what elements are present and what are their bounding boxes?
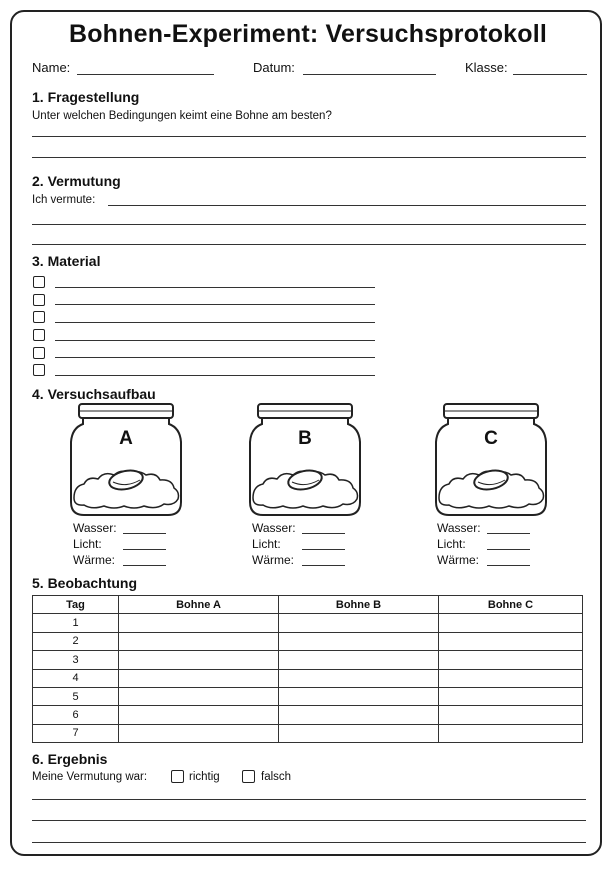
ergebnis-prompt: Meine Vermutung war:: [32, 771, 148, 783]
table-row: [33, 651, 583, 669]
section-vermutung-heading: 2. Vermutung: [32, 173, 121, 189]
observation-cell[interactable]: [279, 632, 439, 650]
material-line[interactable]: [55, 375, 375, 376]
checkbox-falsch[interactable]: [242, 770, 255, 783]
observation-cell[interactable]: [119, 687, 279, 705]
option-richtig-label: richtig: [189, 771, 220, 783]
answer-line[interactable]: [32, 244, 586, 245]
day-cell: 4: [33, 669, 119, 687]
day-cell: 2: [33, 632, 119, 650]
jar-b-illustration: [247, 402, 363, 520]
observation-cell[interactable]: [119, 724, 279, 742]
material-checkbox[interactable]: [33, 311, 45, 323]
klasse-label: Klasse:: [465, 60, 508, 75]
jar-c-licht-label: Licht:: [437, 537, 466, 551]
observation-cell[interactable]: [439, 687, 583, 705]
answer-line[interactable]: [108, 205, 586, 206]
column-header-tag: Tag: [33, 596, 119, 614]
observation-cell[interactable]: [439, 651, 583, 669]
answer-line[interactable]: [32, 136, 586, 137]
material-checkbox[interactable]: [33, 276, 45, 288]
answer-line[interactable]: [32, 842, 586, 843]
table-row: [33, 706, 583, 724]
vermutung-prompt: Ich vermute:: [32, 194, 96, 206]
material-line[interactable]: [55, 304, 375, 305]
observation-cell[interactable]: [439, 669, 583, 687]
observation-cell[interactable]: [279, 687, 439, 705]
jar-a-licht-line[interactable]: [123, 549, 166, 550]
observation-cell[interactable]: [119, 706, 279, 724]
material-line[interactable]: [55, 357, 375, 358]
section-versuchsaufbau-heading: 4. Versuchsaufbau: [32, 386, 156, 402]
day-cell: 3: [33, 651, 119, 669]
jar-a-wasser-label: Wasser:: [73, 521, 117, 535]
material-line[interactable]: [55, 340, 375, 341]
observation-cell[interactable]: [439, 724, 583, 742]
observation-cell[interactable]: [119, 669, 279, 687]
table-row: [33, 687, 583, 705]
table-row: [33, 614, 583, 632]
column-header-bohne-c: Bohne C: [439, 596, 583, 614]
jar-c-wasser-label: Wasser:: [437, 521, 481, 535]
observation-cell[interactable]: [119, 632, 279, 650]
table-row: [33, 724, 583, 742]
answer-line[interactable]: [32, 820, 586, 821]
day-cell: 7: [33, 724, 119, 742]
jar-b-waerme-line[interactable]: [302, 565, 345, 566]
table-header-row: [33, 596, 583, 614]
jar-b-label: B: [298, 428, 312, 449]
observation-cell[interactable]: [279, 614, 439, 632]
observation-cell[interactable]: [279, 669, 439, 687]
jar-a-waerme-line[interactable]: [123, 565, 166, 566]
observation-cell[interactable]: [119, 614, 279, 632]
jar-b-wasser-line[interactable]: [302, 533, 345, 534]
klasse-line[interactable]: [513, 74, 587, 75]
answer-line[interactable]: [32, 799, 586, 800]
jar-c-illustration: [433, 402, 549, 520]
datum-line[interactable]: [303, 74, 436, 75]
answer-line[interactable]: [32, 157, 586, 158]
material-checkbox[interactable]: [33, 347, 45, 359]
material-line[interactable]: [55, 322, 375, 323]
column-header-bohne-a: Bohne A: [119, 596, 279, 614]
observation-cell[interactable]: [119, 651, 279, 669]
jar-c-licht-line[interactable]: [487, 549, 530, 550]
column-header-bohne-b: Bohne B: [279, 596, 439, 614]
jar-c-label: C: [484, 428, 498, 449]
name-line[interactable]: [77, 74, 214, 75]
material-checkbox[interactable]: [33, 364, 45, 376]
material-line[interactable]: [55, 287, 375, 288]
jar-a-illustration: [68, 402, 184, 520]
jar-a-wasser-line[interactable]: [123, 533, 166, 534]
observation-cell[interactable]: [279, 706, 439, 724]
day-cell: 1: [33, 614, 119, 632]
jar-c-waerme-line[interactable]: [487, 565, 530, 566]
jar-c-waerme-label: Wärme:: [437, 553, 479, 567]
table-row: [33, 669, 583, 687]
name-label: Name:: [32, 60, 71, 75]
jar-b-licht-label: Licht:: [252, 537, 281, 551]
section-fragestellung-heading: 1. Fragestellung: [32, 89, 140, 105]
jar-a-licht-label: Licht:: [73, 537, 102, 551]
observation-cell[interactable]: [439, 632, 583, 650]
material-checkbox[interactable]: [33, 294, 45, 306]
datum-label: Datum:: [253, 60, 295, 75]
jar-c-wasser-line[interactable]: [487, 533, 530, 534]
checkbox-richtig[interactable]: [171, 770, 184, 783]
section-material-heading: 3. Material: [32, 253, 101, 269]
jar-b-wasser-label: Wasser:: [252, 521, 296, 535]
day-cell: 6: [33, 706, 119, 724]
observation-cell[interactable]: [279, 724, 439, 742]
page-title: Bohnen-Experiment: Versuchsprotokoll: [68, 20, 548, 48]
answer-line[interactable]: [32, 224, 586, 225]
section-beobachtung-heading: 5. Beobachtung: [32, 575, 138, 591]
option-falsch-label: falsch: [261, 771, 292, 783]
material-checkbox[interactable]: [33, 329, 45, 341]
day-cell: 5: [33, 687, 119, 705]
jar-b-licht-line[interactable]: [302, 549, 345, 550]
observation-table: [32, 595, 583, 743]
observation-cell[interactable]: [279, 651, 439, 669]
fragestellung-question: Unter welchen Bedingungen keimt eine Bohne am besten?: [32, 110, 332, 122]
observation-cell[interactable]: [439, 614, 583, 632]
jar-b-waerme-label: Wärme:: [252, 553, 294, 567]
jar-a-label: A: [119, 428, 133, 449]
observation-cell[interactable]: [439, 706, 583, 724]
section-ergebnis-heading: 6. Ergebnis: [32, 751, 108, 767]
table-row: [33, 632, 583, 650]
jar-a-waerme-label: Wärme:: [73, 553, 115, 567]
